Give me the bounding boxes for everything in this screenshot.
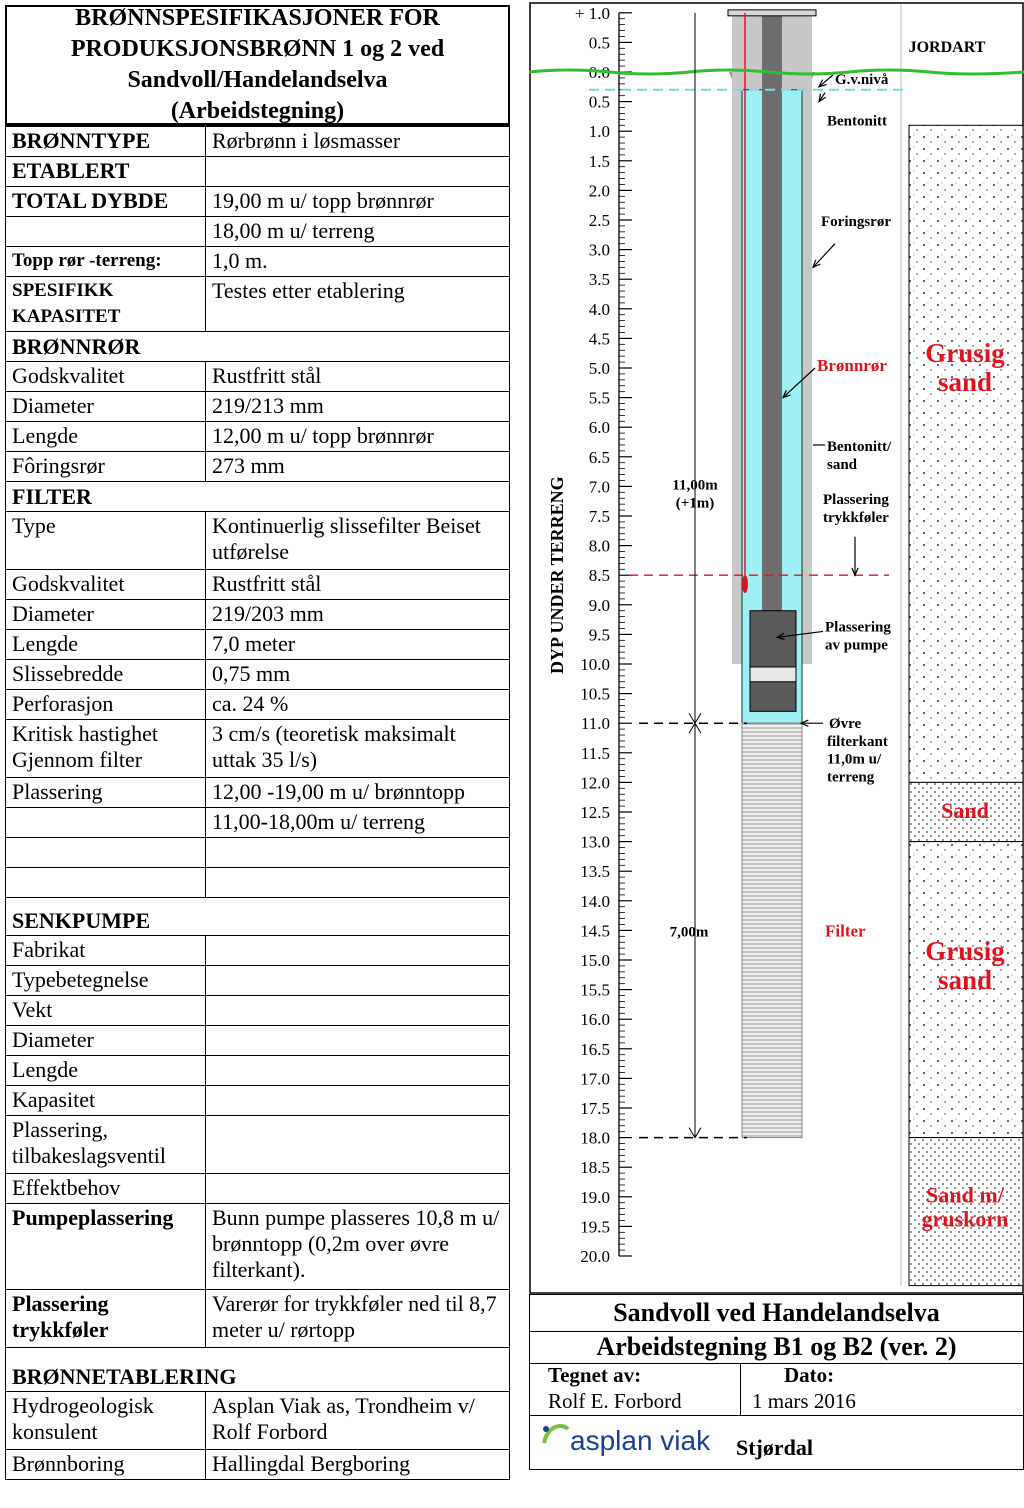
- spec-value: [206, 936, 510, 966]
- title-block: [529, 1294, 1024, 1470]
- spec-row: [6, 808, 510, 838]
- spec-title-line: BRØNNSPESIFIKASJONER FOR: [75, 5, 440, 31]
- spec-value: 219/203 mm: [206, 600, 510, 630]
- depth-tick-label: 5.5: [588, 388, 610, 408]
- spec-value: Kontinuerlig slissefilter Beiset utførelse: [206, 512, 510, 570]
- spec-section-row: [6, 482, 510, 512]
- bentonite-sand-label: sand: [827, 456, 858, 473]
- spec-value: [206, 996, 510, 1026]
- spec-row: [6, 392, 510, 422]
- filter-screen: [742, 723, 802, 1137]
- soil-layer-label: Grusig: [925, 338, 1005, 369]
- spec-label: Plassering: [6, 778, 206, 808]
- depth-tick-label: 8.5: [588, 566, 610, 586]
- spec-row: [6, 1026, 510, 1056]
- spec-row: [6, 996, 510, 1026]
- depth-tick-label: 9.5: [588, 625, 610, 645]
- depth-tick-label: 15.0: [580, 951, 610, 970]
- spec-label: Vekt: [6, 996, 206, 1026]
- depth-tick-label: 7.0: [588, 477, 610, 497]
- spec-value: [206, 1174, 510, 1204]
- spec-label: Diameter: [6, 392, 206, 422]
- spec-row: [6, 1392, 510, 1450]
- spec-row: [6, 452, 510, 482]
- soil-layer-label: sand: [937, 367, 993, 398]
- spec-label: Godskvalitet: [6, 570, 206, 600]
- soil-layer-label: Sand m/: [926, 1182, 1004, 1208]
- depth-tick-label: 18.5: [580, 1158, 610, 1178]
- spec-row: [6, 630, 510, 660]
- depth-tick-label: 10.5: [580, 684, 610, 704]
- spec-row: [6, 868, 510, 898]
- spec-value: [206, 868, 510, 898]
- spec-row: [6, 127, 510, 157]
- depth-tick-label: 14.0: [580, 891, 610, 911]
- depth-tick-label: 20.0: [580, 1247, 610, 1266]
- spec-section-heading: SENKPUMPE: [6, 898, 510, 936]
- spec-value: Hallingdal Bergboring: [206, 1450, 510, 1480]
- spec-value: 18,00 m u/ terreng: [206, 217, 510, 247]
- depth-tick-label: 4.0: [588, 299, 610, 319]
- depth-tick-label: 16.0: [580, 1010, 610, 1030]
- depth-tick-label: 6.5: [588, 447, 610, 467]
- depth-tick-label: 19.0: [580, 1187, 610, 1207]
- depth-tick-label: 0.5: [588, 92, 610, 112]
- filter-edge-label: filterkant: [827, 733, 888, 750]
- depth-tick-label: 3.0: [588, 240, 610, 260]
- spec-label: SPESIFIKK KAPASITET: [6, 277, 206, 332]
- pump-placement-label: av pumpe: [825, 637, 888, 654]
- logo-text: asplan viak: [570, 1425, 711, 1456]
- drawing-title: Sandvoll ved Handelandselva: [530, 1295, 1023, 1332]
- spec-label: Typebetegnelse: [6, 966, 206, 996]
- casing-label: Foringsrør: [821, 213, 891, 230]
- spec-section-row: [6, 1348, 510, 1392]
- soil-layer-label: Sand: [941, 797, 989, 823]
- spec-label: Topp rør -terreng:: [6, 247, 206, 277]
- spec-label: Plassering, tilbakeslagsventil: [6, 1116, 206, 1174]
- depth-tick-label: 17.0: [580, 1069, 610, 1089]
- well-diagram: [529, 2, 1024, 1472]
- spec-value: [206, 157, 510, 187]
- depth-tick-label: 6.0: [588, 418, 610, 438]
- depth-tick-label: 11.5: [580, 743, 610, 763]
- spec-title-line: (Arbeidstegning): [170, 98, 345, 124]
- spec-label: [6, 868, 206, 898]
- spec-label: Slissebredde: [6, 660, 206, 690]
- spec-row: [6, 157, 510, 187]
- depth-tick-label: 13.5: [580, 862, 610, 882]
- spec-table: [5, 126, 510, 1480]
- depth-tick-label: 8.0: [588, 536, 610, 556]
- spec-row: [6, 1056, 510, 1086]
- spec-title-line: Sandvoll/Handelandselva: [127, 67, 388, 93]
- spec-value: [206, 1116, 510, 1174]
- spec-value: Varerør for trykkføler ned til 8,7 meter u/ rørtopp: [206, 1290, 510, 1348]
- filter-label: Filter: [825, 921, 866, 941]
- depth-tick-label: 5.0: [588, 359, 610, 378]
- date-label: Dato:: [784, 1363, 835, 1387]
- spec-value: Rørbrønn i løsmasser: [206, 127, 510, 157]
- spec-row: [6, 720, 510, 778]
- dimension-label-11m: 11,00m: [672, 477, 718, 494]
- depth-tick-label: 4.5: [588, 329, 610, 349]
- spec-row: [6, 247, 510, 277]
- spec-label: Fabrikat: [6, 936, 206, 966]
- spec-value: 0,75 mm: [206, 660, 510, 690]
- depth-tick-label: 10.0: [580, 655, 610, 674]
- depth-tick-label: 2.5: [588, 211, 610, 230]
- spec-value: [206, 966, 510, 996]
- spec-value: 7,0 meter: [206, 630, 510, 660]
- spec-label: [6, 838, 206, 868]
- spec-section-row: [6, 898, 510, 936]
- depth-tick-label: 7.5: [588, 507, 610, 526]
- depth-tick-label: 13.0: [580, 832, 610, 852]
- spec-row: [6, 1204, 510, 1290]
- pump-band: [750, 667, 796, 682]
- spec-row: [6, 690, 510, 720]
- axis-label: DYP UNDER TERRENG: [547, 476, 567, 675]
- pressure-sensor: [742, 575, 748, 593]
- spec-label: Lengde: [6, 422, 206, 452]
- spec-section-row: [6, 332, 510, 362]
- drawn-by-value: Rolf E. Forbord: [548, 1389, 682, 1413]
- spec-value: Rustfritt stål: [206, 570, 510, 600]
- spec-row: [6, 277, 510, 332]
- spec-value: [206, 1086, 510, 1116]
- filter-edge-label: terreng: [827, 769, 875, 786]
- spec-value: [206, 1026, 510, 1056]
- soil-layer-label: gruskorn: [921, 1206, 1009, 1232]
- asplan-viak-logo: [540, 1421, 720, 1465]
- spec-section-heading: BRØNNETABLERING: [6, 1348, 510, 1392]
- pump-placement-label: Plassering: [825, 619, 891, 636]
- depth-tick-label: 3.5: [588, 270, 610, 290]
- spec-label: Effektbehov: [6, 1174, 206, 1204]
- spec-label: Hydrogeologisk konsulent: [6, 1392, 206, 1450]
- spec-row: [6, 1290, 510, 1348]
- spec-label: Plassering trykkføler: [6, 1290, 206, 1348]
- spec-value: [206, 1056, 510, 1086]
- spec-row: [6, 660, 510, 690]
- spec-label: BRØNNTYPE: [6, 127, 206, 157]
- pump: [750, 611, 796, 712]
- spec-label: [6, 217, 206, 247]
- spec-value: Asplan Viak as, Trondheim v/ Rolf Forbord: [206, 1392, 510, 1450]
- depth-tick-label: 14.5: [580, 921, 610, 941]
- spec-row: [6, 1450, 510, 1480]
- soil-column-header: JORDART: [908, 39, 986, 56]
- sensor-placement-label: trykkføler: [823, 510, 889, 527]
- spec-value: 3 cm/s (teoretisk maksimalt uttak 35 l/s): [206, 720, 510, 778]
- spec-value: 1,0 m.: [206, 247, 510, 277]
- date-value: 1 mars 2016: [752, 1389, 856, 1413]
- filter-edge-label: Øvre: [829, 716, 862, 733]
- drawn-by-label: Tegnet av:: [548, 1363, 642, 1387]
- spec-panel: [5, 5, 510, 1480]
- depth-tick-label: 19.5: [580, 1217, 610, 1237]
- soil-layer-label: sand: [937, 965, 993, 995]
- spec-row: [6, 936, 510, 966]
- spec-value: Rustfritt stål: [206, 362, 510, 392]
- spec-label: Lengde: [6, 1056, 206, 1086]
- depth-tick-label: 12.0: [580, 773, 610, 793]
- soil-layer-label: Grusig: [925, 936, 1005, 966]
- sensor-placement-label: Plassering: [823, 492, 889, 509]
- depth-tick-label: 9.0: [588, 595, 610, 615]
- spec-row: [6, 966, 510, 996]
- depth-tick-label: 0.0: [588, 63, 610, 82]
- title-block-divider: [740, 1363, 741, 1415]
- spec-label: Diameter: [6, 1026, 206, 1056]
- spec-value: 11,00-18,00m u/ terreng: [206, 808, 510, 838]
- spec-label: Kapasitet: [6, 1086, 206, 1116]
- depth-tick-label: 17.5: [580, 1099, 610, 1118]
- title-block-rule: [530, 1415, 1023, 1416]
- depth-tick-label: 11.0: [580, 714, 610, 734]
- spec-title-line: PRODUKSJONSBRØNN 1 og 2 ved: [70, 36, 445, 62]
- depth-tick-label: 15.5: [580, 980, 610, 1000]
- gw-level-label: G.v.nivå: [835, 71, 889, 88]
- spec-section-heading: FILTER: [6, 482, 510, 512]
- depth-tick-label: 12.5: [580, 803, 610, 822]
- spec-label: Type: [6, 512, 206, 570]
- spec-row: [6, 570, 510, 600]
- depth-tick-label: 0.5: [588, 33, 610, 53]
- spec-label: Brønnboring: [6, 1450, 206, 1480]
- depth-tick-label: 1.0: [588, 122, 610, 142]
- depth-tick-label: 16.5: [580, 1039, 610, 1059]
- soil-layer: [909, 125, 1023, 782]
- spec-value: Testes etter etablering: [206, 277, 510, 332]
- well-pipe: [762, 10, 782, 611]
- dimension-label-11m: (+1m): [675, 495, 715, 512]
- spec-value: [206, 838, 510, 868]
- spec-row: [6, 778, 510, 808]
- spec-label: ETABLERT: [6, 157, 206, 187]
- spec-label: TOTAL DYBDE: [6, 187, 206, 217]
- spec-title: [5, 5, 510, 126]
- spec-value: 19,00 m u/ topp brønnrør: [206, 187, 510, 217]
- spec-value: ca. 24 %: [206, 690, 510, 720]
- spec-label: Pumpeplassering: [6, 1204, 206, 1290]
- spec-row: [6, 422, 510, 452]
- depth-tick-label: + 1.0: [574, 3, 610, 23]
- spec-label: Godskvalitet: [6, 362, 206, 392]
- spec-label: Perforasjon: [6, 690, 206, 720]
- spec-value: 219/213 mm: [206, 392, 510, 422]
- depth-tick-label: 2.0: [588, 181, 610, 201]
- spec-value: 12,00 m u/ topp brønnrør: [206, 422, 510, 452]
- depth-tick-label: 1.5: [588, 151, 610, 171]
- depth-tick-label: 18.0: [580, 1128, 610, 1148]
- spec-value: 12,00 -19,00 m u/ brønntopp: [206, 778, 510, 808]
- dimension-label-7m: 7,00m: [669, 924, 709, 941]
- well-diagram-svg: [529, 2, 1024, 1294]
- location-text: Stjørdal: [736, 1435, 813, 1460]
- spec-row: [6, 838, 510, 868]
- spec-row: [6, 600, 510, 630]
- spec-section-heading: BRØNNRØR: [6, 332, 510, 362]
- spec-value: 273 mm: [206, 452, 510, 482]
- filter-edge-label: 11,0m u/: [827, 751, 882, 768]
- spec-row: [6, 1086, 510, 1116]
- spec-label: Diameter: [6, 600, 206, 630]
- spec-row: [6, 1116, 510, 1174]
- spec-value: Bunn pumpe plasseres 10,8 m u/ brønntopp (0,2m over øvre filterkant).: [206, 1204, 510, 1290]
- spec-row: [6, 187, 510, 217]
- spec-label: [6, 808, 206, 838]
- spec-label: Lengde: [6, 630, 206, 660]
- pipe-label: Brønnrør: [817, 355, 887, 375]
- bentonite-sand-label: Bentonitt/: [827, 438, 892, 455]
- logo-swoosh-icon: [540, 1421, 572, 1451]
- spec-row: [6, 217, 510, 247]
- spec-label: Kritisk hastighet Gjennom filter: [6, 720, 206, 778]
- spec-label: Fôringsrør: [6, 452, 206, 482]
- bentonite-label: Bentonitt: [827, 113, 887, 130]
- spec-row: [6, 1174, 510, 1204]
- drawing-subtitle: Arbeidstegning B1 og B2 (ver. 2): [530, 1331, 1023, 1364]
- spec-row: [6, 362, 510, 392]
- pipe-cap: [728, 10, 816, 16]
- spec-row: [6, 512, 510, 570]
